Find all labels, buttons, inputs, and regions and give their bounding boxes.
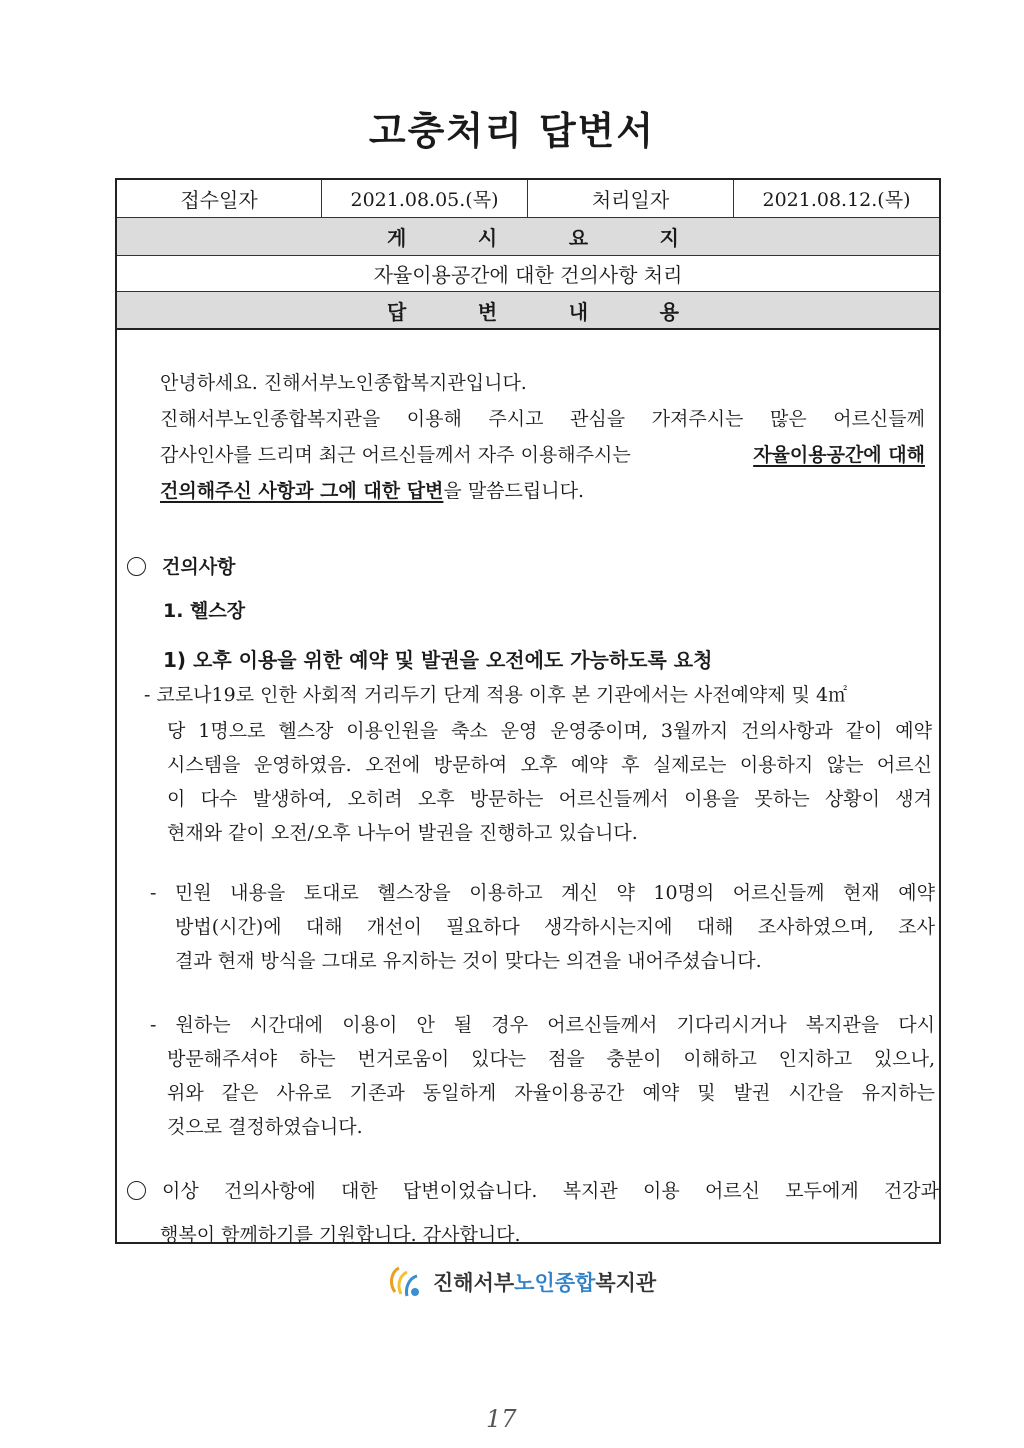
intro-line xyxy=(160,476,584,503)
date-row xyxy=(117,180,939,218)
logo-text: 복지관 xyxy=(595,1271,657,1295)
logo-mark-icon xyxy=(385,1262,429,1302)
summary-label-char: 요 xyxy=(568,226,589,250)
summary-header xyxy=(117,218,939,256)
answer-label-char: 변 xyxy=(477,299,498,324)
intro-text: 을 말씀드립니다. xyxy=(443,480,584,502)
section-heading: 건의사항 xyxy=(127,552,235,579)
intro-line: 진해서부노인종합복지관을 이용해 주시고 관심을 가져주시는 많은 어르신들께 xyxy=(160,408,925,430)
logo-text: 진해서부 xyxy=(433,1271,515,1295)
circle-bullet-icon xyxy=(127,557,146,576)
bullet-line: 위와 같은 사유로 기존과 동일하게 자율이용공간 예약 및 발권 시간을 유지하는 xyxy=(167,1082,935,1104)
circle-bullet-icon xyxy=(127,1181,146,1200)
answer-label-char: 답 xyxy=(387,299,407,324)
bullet-line: - 원하는 시간대에 이용이 안 될 경우 어르신들께서 기다리시거나 복지관을 다시 xyxy=(150,1014,935,1036)
logo-text: 노인종합 xyxy=(514,1271,596,1295)
intro-line xyxy=(160,440,925,467)
sub-heading: 1) 오후 이용을 위한 예약 및 발권을 오전에도 가능하도록 요청 xyxy=(163,648,713,672)
welfare-center-logo xyxy=(385,1262,675,1302)
bullet-line: 현재와 같이 오전/오후 나누어 발권을 진행하고 있습니다. xyxy=(167,822,638,844)
intro-text: 감사인사를 드리며 최근 어르신들께서 자주 이용해주시는 xyxy=(160,444,631,466)
summary-text: 자율이용공간에 대한 건의사항 처리 xyxy=(373,263,683,287)
bullet-line: 것으로 결정하였습니다. xyxy=(167,1116,363,1138)
bullet-line: 시스템을 운영하였음. 오전에 방문하여 오후 예약 후 실제로는 이용하지 않는 어르신 xyxy=(167,754,932,776)
bullet-line: 결과 현재 방식을 그대로 유지하는 것이 맞다는 의견을 내어주셨습니다. xyxy=(175,950,762,972)
bullet-line: - 민원 내용을 토대로 헬스장을 이용하고 계신 약 10명의 어르신들께 현재 예약 xyxy=(150,882,935,904)
bullet-line: 방문해주셔야 하는 번거로움이 있다는 점을 충분이 이해하고 인지하고 있으나, xyxy=(167,1048,935,1070)
bullet-line: 방법(시간)에 대해 개선이 필요하다 생각하시는지에 대해 조사하였으며, 조사 xyxy=(175,916,935,938)
intro-emphasis: 자율이용공간에 대해 xyxy=(753,444,925,466)
bullet-line: 이 다수 발생하여, 오히려 오후 방문하는 어르신들께서 이용을 못하는 상황이 생겨 xyxy=(167,788,932,810)
item-heading: 1. 헬스장 xyxy=(163,600,246,622)
intro-line: 안녕하세요. 진해서부노인종합복지관입니다. xyxy=(160,372,527,394)
processed-date: 2021.08.12.(목) xyxy=(733,180,939,217)
bullet-line: 당 1명으로 헬스장 이용인원을 축소 운영 운영중이며, 3월까지 건의사항과 같이 예약 xyxy=(167,720,932,742)
answer-form xyxy=(115,178,941,1244)
answer-label-char: 내 xyxy=(568,299,589,324)
answer-header xyxy=(117,292,939,330)
bullet-line: - 코로나19로 인한 사회적 거리두기 단계 적용 이후 본 기관에서는 사전예약제 및 4㎡ xyxy=(144,684,848,706)
intro-emphasis: 건의해주신 사항과 그에 대한 답변 xyxy=(160,480,444,502)
received-label: 접수일자 xyxy=(180,188,258,212)
received-date: 2021.08.05.(목) xyxy=(321,180,527,217)
summary-label-char: 시 xyxy=(477,226,498,250)
summary-label-char: 게 xyxy=(387,226,407,250)
processed-label: 처리일자 xyxy=(527,180,733,217)
closing-line: 행복이 함께하기를 기원합니다. 감사합니다. xyxy=(160,1224,521,1246)
summary-label-char: 지 xyxy=(659,226,679,250)
closing-line: 이상 건의사항에 대한 답변이었습니다. 복지관 이용 어르신 모두에게 건강과 xyxy=(127,1176,939,1203)
answer-label-char: 용 xyxy=(659,299,679,324)
handwritten-page-number: 17 xyxy=(486,1405,517,1433)
summary-row xyxy=(117,256,939,292)
page-title: 고충처리 답변서 xyxy=(368,109,656,153)
